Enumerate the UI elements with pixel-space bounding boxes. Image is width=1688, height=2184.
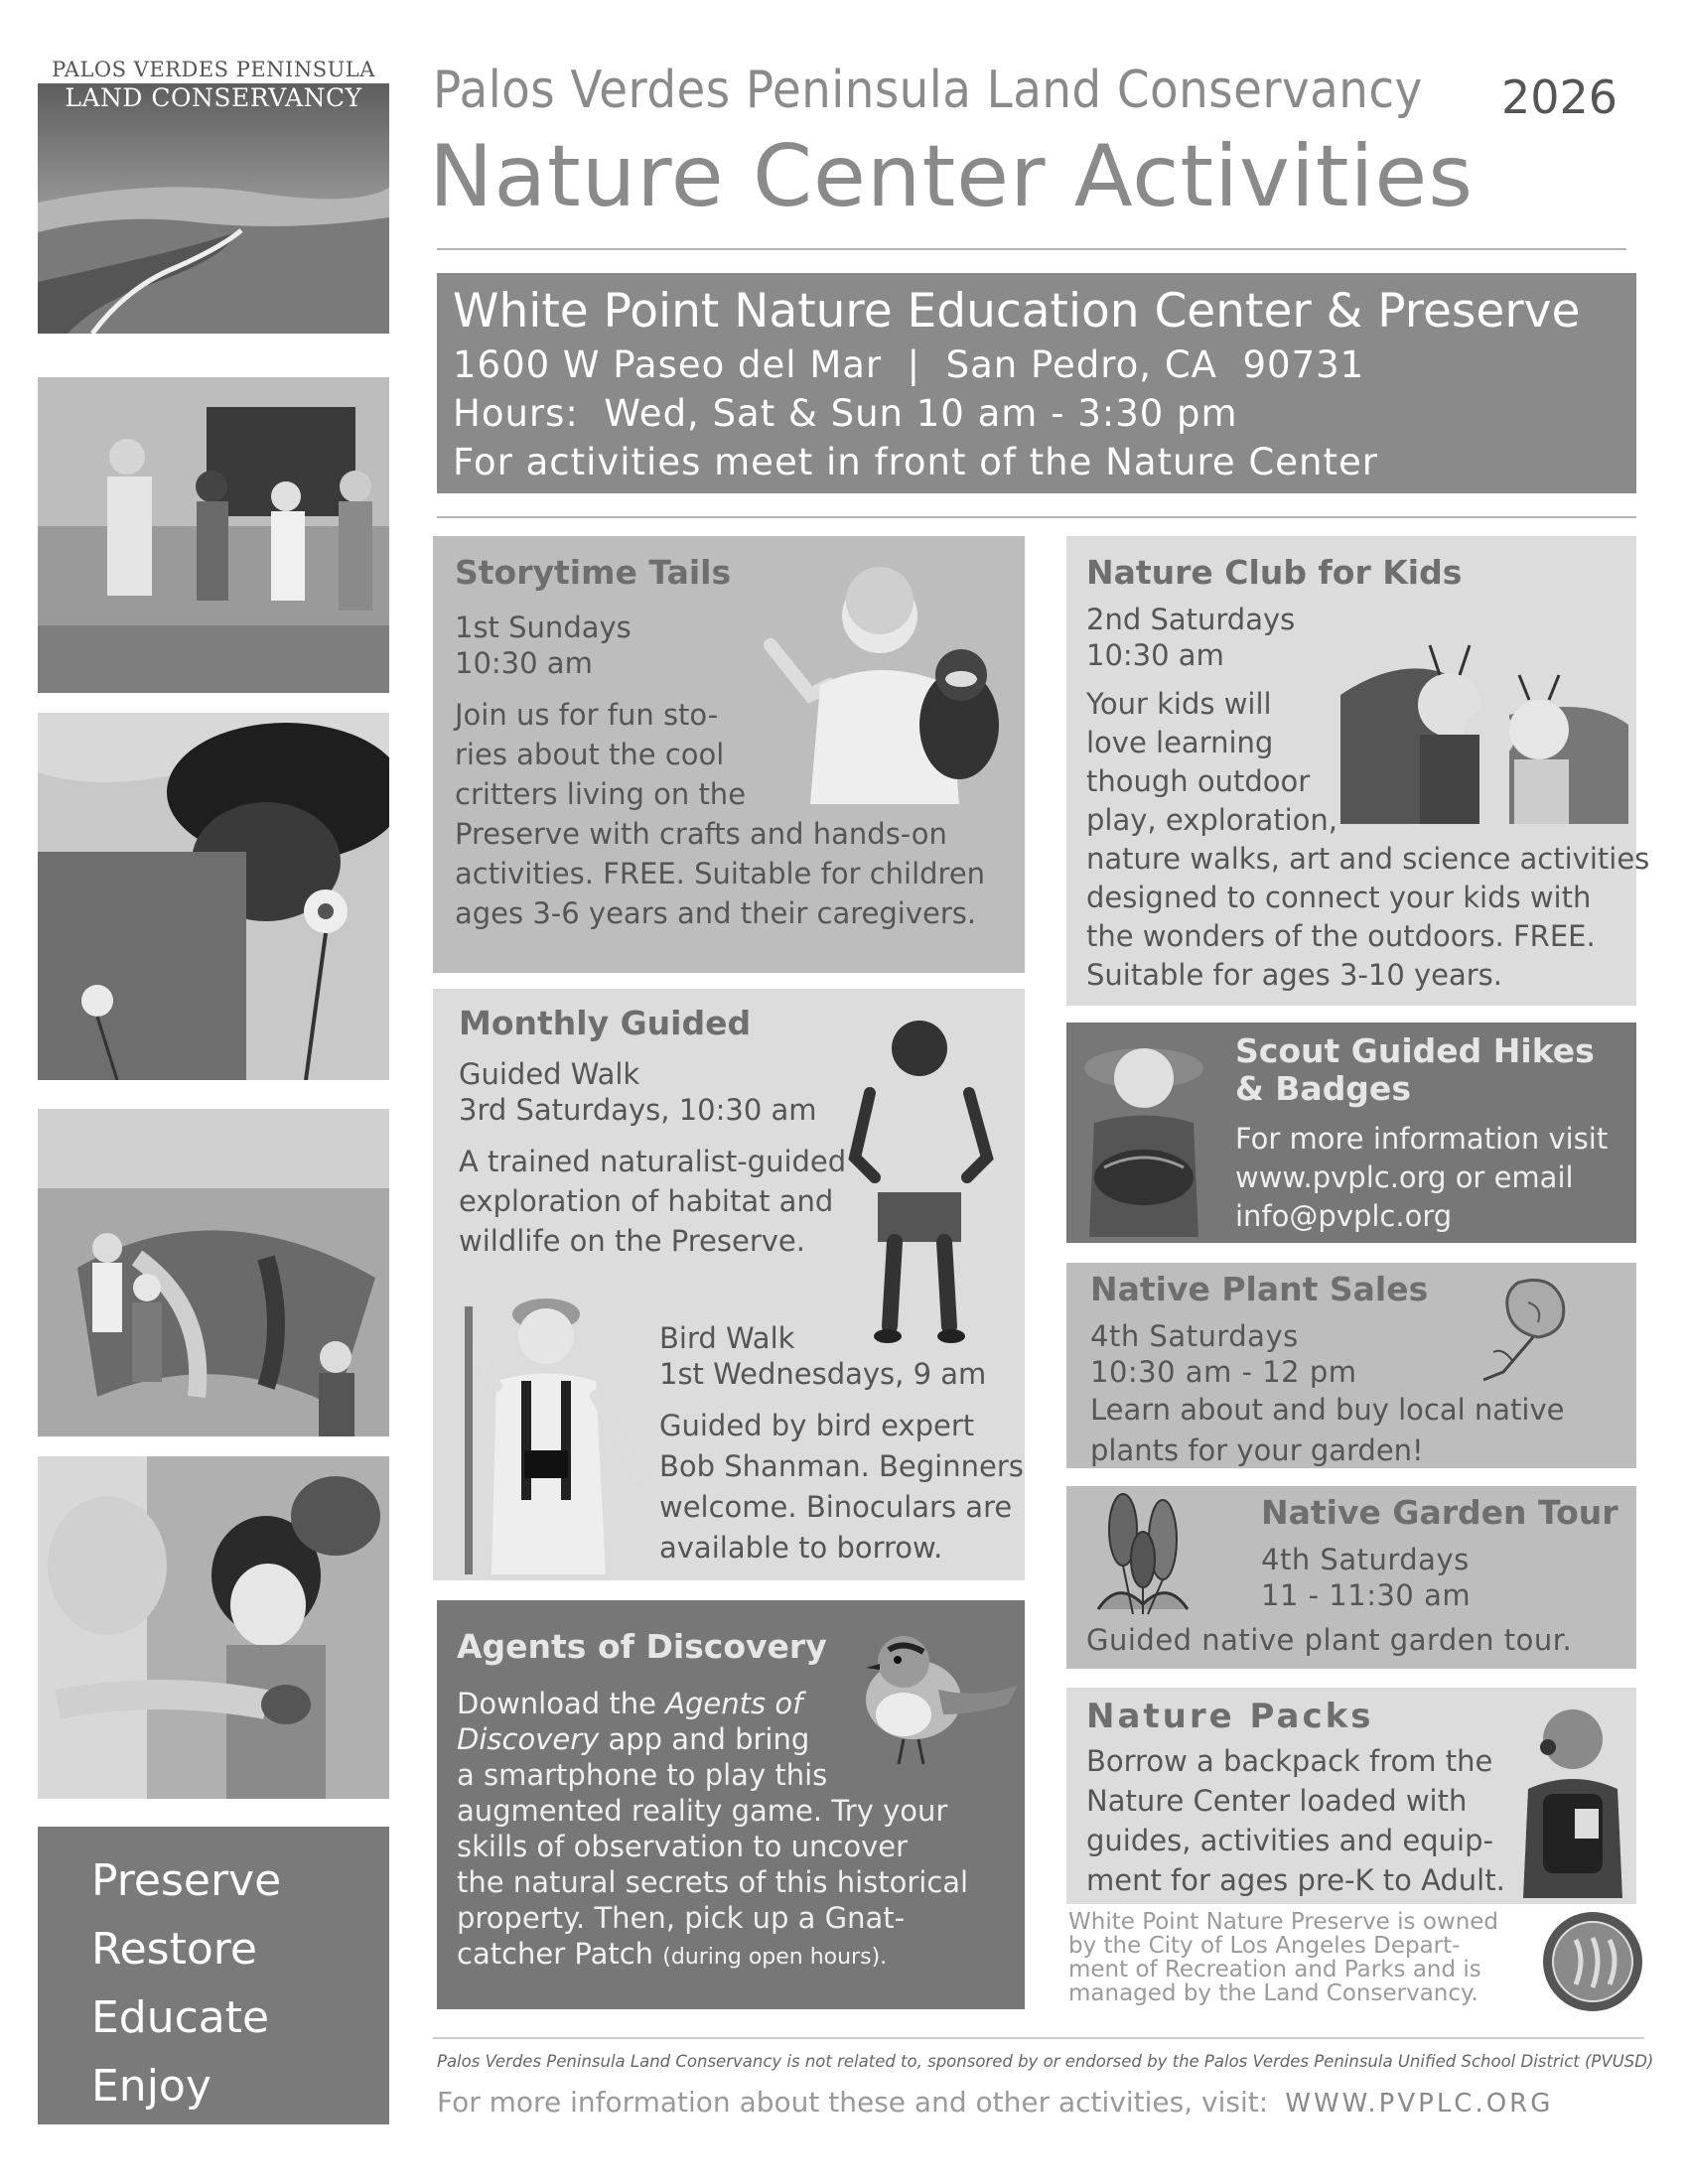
monthly-guided-title: Monthly Guided (459, 1004, 752, 1042)
storytime-desc-1: Join us for fun sto- (455, 698, 719, 732)
nature-packs-desc-4: ment for ages pre-K to Adult. (1086, 1863, 1505, 1897)
bird-walk-desc-4: available to borrow. (659, 1531, 943, 1565)
bird-walk-desc-1: Guided by bird expert (659, 1409, 975, 1442)
photo-child-flower (38, 713, 389, 1080)
sidebar-word-restore: Restore (91, 1924, 257, 1975)
card-garden-tour (1066, 1486, 1636, 1669)
ownership-note (1068, 1910, 1545, 2005)
card-scout (1066, 1023, 1636, 1243)
photo-parachute-play (38, 1109, 389, 1436)
nature-packs-desc-2: Nature Center loaded with (1086, 1784, 1468, 1818)
card-monthly-guided (433, 989, 1025, 1580)
garden-tour-when: 4th Saturdays (1261, 1543, 1470, 1576)
nature-packs-title: Nature Packs (1086, 1697, 1374, 1736)
storyteller-photo (751, 566, 1009, 804)
footer-website-link[interactable]: WWW.PVPLC.ORG (1285, 2089, 1554, 2118)
storytime-desc-4: Preserve with crafts and hands-on (455, 817, 947, 851)
landscape-logo-icon (38, 83, 389, 334)
garden-tour-title: Native Garden Tour (1261, 1493, 1618, 1532)
header-divider-bottom (437, 516, 1636, 518)
guided-walk-desc-2: exploration of habitat and (459, 1184, 834, 1218)
gnatcatcher-bird-icon (844, 1630, 1023, 1779)
nature-club-desc-1: Your kids will (1086, 687, 1272, 721)
bird-walk-when: 1st Wednesdays, 9 am (659, 1357, 987, 1391)
card-agents (437, 1600, 1025, 2009)
location-banner (437, 273, 1636, 493)
plant-sales-title: Native Plant Sales (1090, 1270, 1429, 1308)
naturalist-photo (840, 1009, 999, 1346)
nature-club-desc-8: Suitable for ages 3-10 years. (1086, 958, 1503, 992)
nature-packs-desc-3: guides, activities and equip- (1086, 1824, 1493, 1857)
nature-club-desc-5: nature walks, art and science activities (1086, 842, 1650, 876)
nature-club-when: 2nd Saturdays (1086, 603, 1296, 636)
ownership-line-1: White Point Nature Preserve is owned (1068, 1909, 1499, 1935)
ownership-line-4: managed by the Land Conservancy. (1068, 1980, 1478, 2006)
nature-club-desc-7: the wonders of the outdoors. FREE. (1086, 919, 1596, 953)
guided-walk-desc-3: wildlife on the Preserve. (459, 1224, 805, 1258)
agents-desc-3: skills of observation to uncover (457, 1830, 909, 1863)
nature-club-desc-6: designed to connect your kids with (1086, 881, 1592, 914)
footer-more-info-text: For more information about these and other activities, visit: (437, 2086, 1269, 2118)
card-storytime (433, 536, 1025, 973)
agents-line-1-pre: Download the (457, 1687, 666, 1720)
agents-last-small: (during open hours). (662, 1945, 888, 1970)
scout-photo (1074, 1028, 1213, 1237)
storytime-time: 10:30 am (455, 646, 593, 680)
sidebar-word-educate: Educate (91, 1992, 270, 2043)
location-address: 1600 W Paseo del Mar | San Pedro, CA 90731 (453, 343, 1365, 386)
garden-tour-time: 11 - 11:30 am (1261, 1578, 1472, 1612)
photo-kids-discovery (38, 1456, 389, 1799)
lupine-icon (1088, 1490, 1197, 1619)
la-city-seal (1541, 1910, 1644, 2013)
scout-title-2: & Badges (1235, 1069, 1411, 1108)
footer-disclaimer: Palos Verdes Peninsula Land Conservancy is not related to, sponsored by or endorsed by the Palos Verdes Peninsula Unified School District (PVUSD) (437, 2052, 1654, 2071)
logo-line-1: PALOS VERDES PENINSULA (52, 58, 375, 81)
card-nature-club (1066, 536, 1650, 1006)
nature-club-desc-4: play, exploration, (1086, 803, 1337, 837)
plant-sales-time: 10:30 am - 12 pm (1090, 1355, 1357, 1389)
agents-line-2-post: app and bring (599, 1722, 810, 1756)
bird-walk-desc-2: Bob Shanman. Beginners (659, 1449, 1024, 1483)
poppy-icon (1474, 1273, 1573, 1382)
nature-packs-desc-1: Borrow a backpack from the (1086, 1744, 1493, 1778)
card-nature-packs (1066, 1688, 1636, 1904)
location-meet: For activities meet in front of the Nature Center (453, 441, 1378, 483)
footer-divider (433, 2037, 1644, 2039)
agents-app-name-1: Agents of (665, 1687, 803, 1720)
sidebar-values (38, 1827, 389, 2124)
guided-walk-title: Guided Walk (459, 1057, 640, 1091)
plant-sales-desc-2: plants for your garden! (1090, 1433, 1424, 1467)
agents-app-name-2: Discovery (457, 1722, 600, 1756)
storytime-desc-5: activities. FREE. Suitable for children (455, 857, 986, 890)
garden-tour-desc: Guided native plant garden tour. (1086, 1623, 1573, 1657)
logo-image (38, 83, 389, 334)
storytime-desc-2: ries about the cool (455, 738, 725, 771)
agents-last-pre: catcher Patch (457, 1937, 663, 1971)
location-hours: Hours: Wed, Sat & Sun 10 am - 3:30 pm (453, 392, 1238, 435)
nature-club-title: Nature Club for Kids (1086, 553, 1463, 592)
agents-title: Agents of Discovery (457, 1627, 827, 1666)
bird-walk-desc-3: welcome. Binoculars are (659, 1490, 1013, 1524)
header-org: Palos Verdes Peninsula Land Conservancy (433, 61, 1423, 120)
card-plant-sales (1066, 1263, 1636, 1468)
location-name: White Point Nature Education Center & Preserve (453, 284, 1581, 339)
scout-desc-2: www.pvplc.org or email (1235, 1160, 1574, 1194)
storytime-desc-6: ages 3-6 years and their caregivers. (455, 896, 977, 930)
scout-desc-3: info@pvplc.org (1235, 1199, 1453, 1233)
plant-sales-when: 4th Saturdays (1090, 1319, 1299, 1353)
logo-line-2: LAND CONSERVANCY (65, 83, 362, 112)
storytime-when: 1st Sundays (455, 611, 632, 644)
page-title: Nature Center Activities (429, 127, 1475, 226)
logo (38, 58, 389, 334)
photo-storytime-kids (38, 377, 389, 693)
ownership-line-3: ment of Recreation and Parks and is (1068, 1957, 1481, 1982)
agents-desc-1: a smartphone to play this (457, 1758, 828, 1792)
ownership-line-2: by the City of Los Angeles Depart- (1068, 1933, 1461, 1959)
bird-walk-title: Bird Walk (659, 1321, 795, 1355)
plant-sales-desc-1: Learn about and buy local native (1090, 1393, 1565, 1427)
backpack-child-photo (1513, 1700, 1632, 1898)
header-divider-top (437, 248, 1626, 250)
nature-club-desc-2: love learning (1086, 726, 1274, 759)
storytime-desc-3: critters living on the (455, 777, 747, 811)
agents-desc-5: property. Then, pick up a Gnat- (457, 1901, 906, 1935)
guided-walk-desc-1: A trained naturalist-guided (459, 1145, 847, 1178)
bird-expert-photo (447, 1287, 655, 1574)
storytime-title: Storytime Tails (455, 553, 732, 592)
scout-desc-1: For more information visit (1235, 1122, 1609, 1156)
sidebar-word-enjoy: Enjoy (91, 2061, 211, 2112)
nature-club-desc-3: though outdoor (1086, 764, 1311, 798)
butterfly-kids-photo (1340, 635, 1628, 824)
guided-walk-when: 3rd Saturdays, 10:30 am (459, 1093, 817, 1127)
nature-club-time: 10:30 am (1086, 638, 1224, 672)
scout-title-1: Scout Guided Hikes (1235, 1031, 1595, 1070)
agents-desc-4: the natural secrets of this historical (457, 1865, 969, 1899)
sidebar-word-preserve: Preserve (91, 1855, 282, 1906)
agents-desc-2: augmented reality game. Try your (457, 1794, 948, 1828)
header-year: 2026 (1501, 70, 1618, 124)
footer-more-info (437, 2083, 1553, 2123)
